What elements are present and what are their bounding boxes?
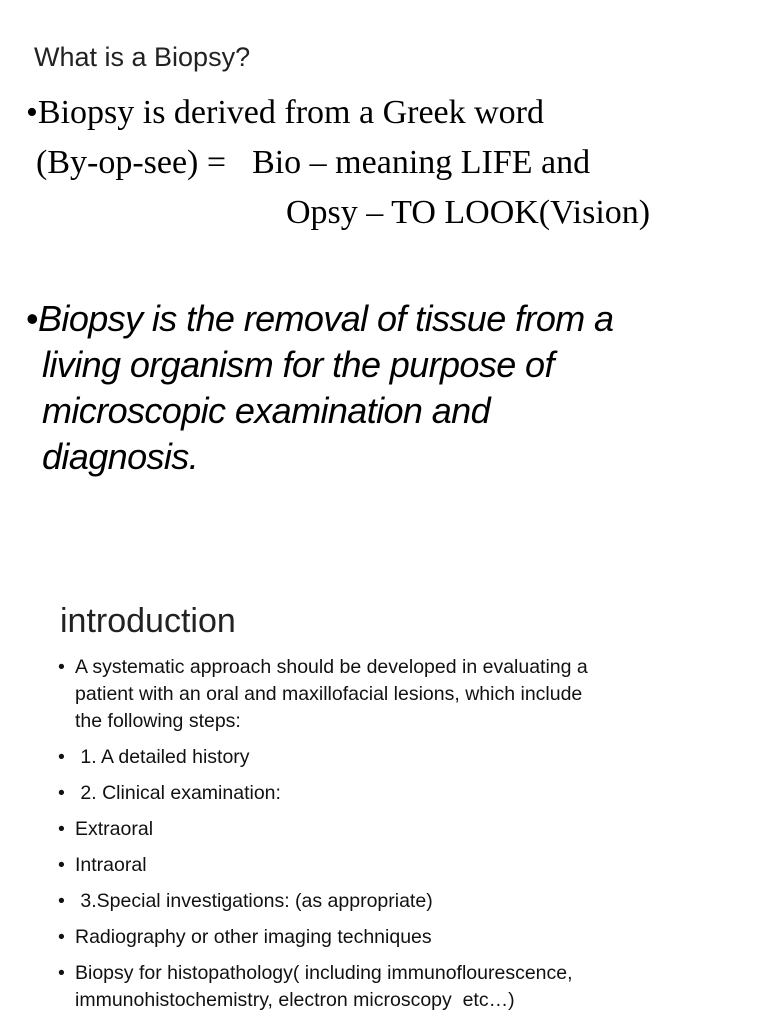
opsy-meaning-line: Opsy – TO LOOK(Vision) bbox=[286, 194, 651, 231]
list-item-line: immunohistochemistry, electron microscopy etc…) bbox=[75, 989, 515, 1011]
definition-bullet: • bbox=[26, 298, 39, 339]
bullet: • bbox=[58, 746, 65, 768]
list-item bbox=[58, 924, 758, 951]
bullet: • bbox=[58, 854, 65, 876]
list-item-line: Biopsy for histopathology( including immunoflourescence, bbox=[75, 962, 573, 984]
definition-line: microscopic examination and bbox=[42, 390, 491, 431]
list-item bbox=[58, 816, 758, 843]
list-item bbox=[58, 888, 758, 915]
greek-origin-line: •Biopsy is derived from a Greek word bbox=[26, 94, 545, 131]
list-item-line: Extraoral bbox=[75, 818, 154, 840]
list-item-line: 2. Clinical examination: bbox=[75, 782, 281, 804]
list-item-line: patient with an oral and maxillofacial lesions, which include bbox=[75, 683, 583, 705]
steps-list bbox=[58, 654, 758, 1023]
bio-meaning-text: Bio – meaning LIFE and bbox=[252, 144, 591, 181]
definition-line: diagnosis. bbox=[42, 436, 199, 477]
pronunciation-text: (By-op-see) = bbox=[36, 144, 227, 181]
biopsy-definition bbox=[26, 296, 756, 480]
slide-title: What is a Biopsy? bbox=[34, 42, 251, 72]
slide-introduction bbox=[0, 560, 768, 1024]
list-item bbox=[58, 744, 758, 771]
slide-title: introduction bbox=[60, 602, 236, 640]
pronunciation-line bbox=[36, 144, 590, 182]
list-item bbox=[58, 780, 758, 807]
bullet: • bbox=[58, 890, 65, 912]
list-item-line: 3.Special investigations: (as appropriate) bbox=[75, 890, 433, 912]
bullet: • bbox=[58, 926, 65, 948]
bullet: • bbox=[58, 782, 65, 804]
bullet: • bbox=[58, 656, 65, 678]
definition-line: living organism for the purpose of bbox=[42, 344, 554, 385]
list-item bbox=[58, 960, 758, 1014]
list-item-line: the following steps: bbox=[75, 710, 241, 732]
list-item bbox=[58, 654, 758, 735]
list-item-line: A systematic approach should be developed in evaluating a bbox=[75, 656, 588, 678]
list-item-line: Intraoral bbox=[75, 854, 147, 876]
list-item bbox=[58, 852, 758, 879]
list-item-line: Radiography or other imaging techniques bbox=[75, 926, 432, 948]
bullet: • bbox=[58, 818, 65, 840]
list-item-line: 1. A detailed history bbox=[75, 746, 250, 768]
definition-line: Biopsy is the removal of tissue from a bbox=[38, 298, 614, 339]
bullet: • bbox=[58, 962, 65, 984]
